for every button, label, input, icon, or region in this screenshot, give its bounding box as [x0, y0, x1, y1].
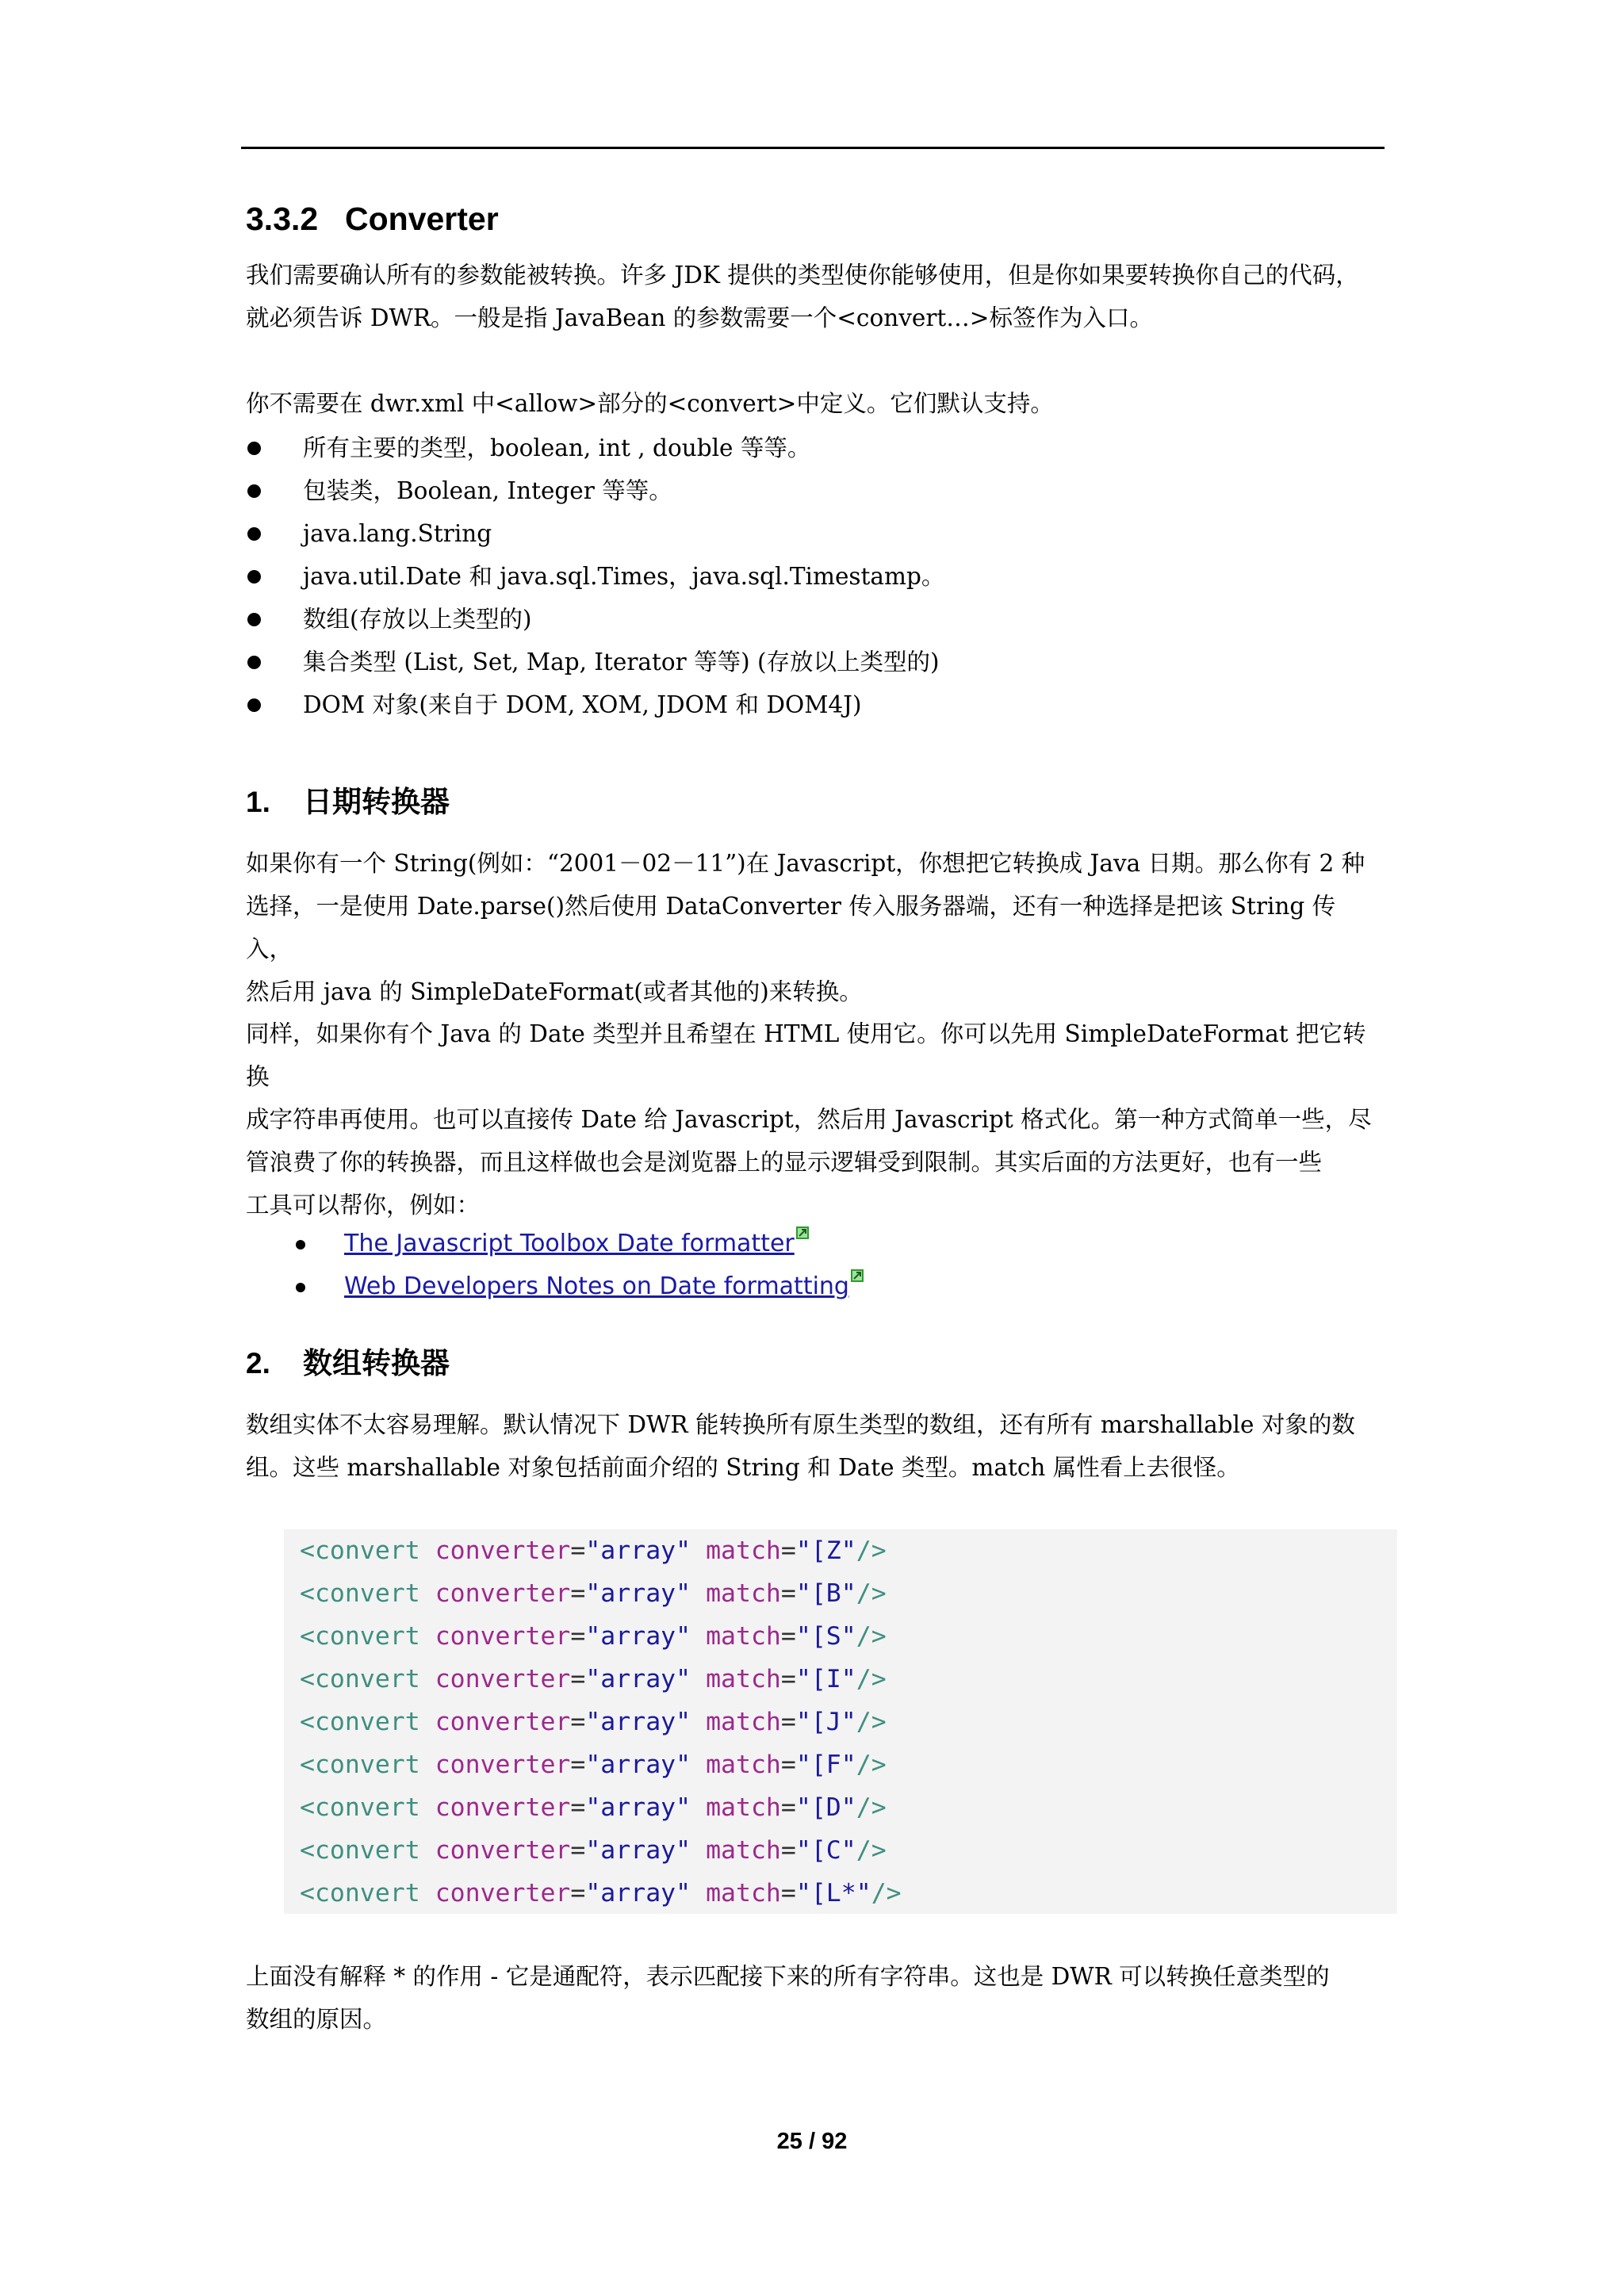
paragraph-line: 如果你有一个 String(例如：“2001－02－11”)在 Javascript，你想把它转换成 Java 日期。那么你有 2 种: [246, 850, 1365, 877]
code-value: "array": [585, 1879, 691, 1908]
header-rule: [241, 147, 1385, 149]
external-link-icon: [795, 1226, 810, 1240]
paragraph-line: 然后用 java 的 SimpleDateFormat(或者其他的)来转换。: [246, 978, 863, 1005]
paragraph-line: 管浪费了你的转换器，而且这样做也会是浏览器上的显示逻辑受到限制。其实后面的方法更好，也有一些: [246, 1149, 1323, 1176]
page-number: [0, 2129, 1624, 2155]
paragraph-line: 数组实体不太容易理解。默认情况下 DWR 能转换所有原生类型的数组，还有所有 marshallable 对象的数: [246, 1411, 1355, 1438]
list-item: [246, 598, 944, 641]
code-tag: <convert: [300, 1579, 420, 1608]
code-attribute: match: [706, 1793, 781, 1822]
section-title: Converter: [345, 201, 499, 237]
paragraph-line: 成字符串再使用。也可以直接传 Date 给 Javascript，然后用 Javascript 格式化。第一种方式简单一些，尽: [246, 1106, 1372, 1133]
code-tag: <convert: [300, 1708, 420, 1736]
date-converter-heading: [246, 780, 450, 825]
list-item-text: java.lang.String: [303, 520, 492, 547]
bullet-icon: [247, 484, 261, 498]
intro-line: 我们需要确认所有的参数能被转换。许多 JDK 提供的类型使你能够使用，但是你如果要转换你自己的代码，: [246, 262, 1359, 289]
wildcard-explanation: [246, 1955, 1381, 2041]
list-item-text: 数组(存放以上类型的): [303, 606, 532, 633]
code-close: />: [856, 1793, 887, 1822]
heading-title: 数组转换器: [303, 1347, 450, 1380]
intro-paragraph: [246, 254, 1381, 339]
date-tools-links: [293, 1223, 864, 1308]
code-match-value: "[C": [795, 1836, 856, 1865]
code-line: <convert converter="array" match="[D"/>: [300, 1793, 887, 1822]
paragraph-line: 选择，一是使用 Date.parse()然后使用 DataConverter 传入服务器端，还有一种选择是把该 String 传入，: [246, 893, 1336, 962]
code-match-value: "[S": [795, 1622, 856, 1651]
code-line: <convert converter="array" match="[C"/>: [300, 1836, 887, 1865]
code-line: <convert converter="array" match="[Z"/>: [300, 1536, 887, 1565]
code-close: />: [856, 1536, 887, 1565]
section-heading: [246, 195, 499, 243]
code-attribute: converter: [435, 1751, 571, 1779]
default-note: 你不需要在 dwr.xml 中<allow>部分的<convert>中定义。它们默认支持。: [246, 390, 1054, 417]
array-converter-heading: [246, 1341, 450, 1386]
code-attribute: converter: [435, 1879, 571, 1908]
list-item: [246, 512, 944, 555]
date-paragraph-2: [246, 1012, 1381, 1226]
code-match-value: "[Z": [795, 1536, 856, 1565]
code-tag: <convert: [300, 1536, 420, 1565]
page-separator: /: [802, 2129, 822, 2154]
code-match-value: "[L*": [795, 1879, 871, 1908]
bullet-icon: [247, 527, 261, 541]
code-close: />: [856, 1579, 887, 1608]
code-attribute: converter: [435, 1622, 571, 1651]
bullet-icon: [296, 1240, 305, 1249]
heading-title: 日期转换器: [303, 786, 450, 818]
code-line: <convert converter="array" match="[J"/>: [300, 1708, 887, 1736]
bullet-icon: [247, 698, 261, 712]
code-attribute: match: [706, 1622, 781, 1651]
paragraph-line: 同样，如果你有个 Java 的 Date 类型并且希望在 HTML 使用它。你可以先用 SimpleDateFormat 把它转换: [246, 1020, 1366, 1090]
list-item: [293, 1265, 864, 1308]
code-value: "array": [585, 1665, 691, 1693]
code-value: "array": [585, 1708, 691, 1736]
link-web-developers-notes[interactable]: Web Developers Notes on Date formatting: [344, 1272, 849, 1300]
paragraph-line: 工具可以帮你，例如：: [246, 1192, 481, 1219]
code-attribute: converter: [435, 1536, 571, 1565]
list-item-text: 所有主要的类型，boolean, int , double 等等。: [303, 434, 811, 461]
list-item-text: java.util.Date 和 java.sql.Times，java.sql.Timestamp。: [303, 563, 945, 590]
array-paragraph: [246, 1403, 1381, 1489]
code-attribute: match: [706, 1836, 781, 1865]
list-item: [246, 555, 944, 598]
code-tag: <convert: [300, 1879, 420, 1908]
page-current: 25: [776, 2129, 802, 2154]
code-tag: <convert: [300, 1622, 420, 1651]
heading-number: 1.: [246, 786, 270, 818]
intro-line: 就必须告诉 DWR。一般是指 JavaBean 的参数需要一个<convert…>标签作为入口。: [246, 304, 1154, 331]
list-item: [293, 1223, 864, 1265]
bullet-icon: [247, 613, 261, 626]
section-number: 3.3.2: [246, 201, 319, 237]
code-attribute: converter: [435, 1579, 571, 1608]
code-close: />: [856, 1665, 887, 1693]
code-match-value: "[D": [795, 1793, 856, 1822]
code-tag: <convert: [300, 1665, 420, 1693]
page-total: 92: [822, 2129, 848, 2154]
code-match-value: "[F": [795, 1751, 856, 1779]
code-value: "array": [585, 1579, 691, 1608]
code-attribute: match: [706, 1536, 781, 1565]
code-line: <convert converter="array" match="[L*"/>: [300, 1879, 902, 1908]
code-value: "array": [585, 1751, 691, 1779]
code-close: />: [856, 1751, 887, 1779]
code-attribute: match: [706, 1751, 781, 1779]
list-item: [246, 427, 944, 469]
date-paragraph-1: [246, 842, 1381, 1013]
code-attribute: converter: [435, 1708, 571, 1736]
bullet-icon: [296, 1283, 305, 1292]
code-match-value: "[J": [795, 1708, 856, 1736]
code-close: />: [871, 1879, 902, 1908]
code-block: [284, 1529, 1397, 1914]
code-attribute: converter: [435, 1793, 571, 1822]
paragraph-line: 组。这些 marshallable 对象包括前面介绍的 String 和 Date 类型。match 属性看上去很怪。: [246, 1454, 1240, 1481]
code-value: "array": [585, 1793, 691, 1822]
list-item: [246, 683, 944, 726]
bullet-icon: [247, 442, 261, 455]
code-close: />: [856, 1622, 887, 1651]
code-close: />: [856, 1708, 887, 1736]
external-link-icon: [850, 1269, 864, 1283]
code-match-value: "[B": [795, 1579, 856, 1608]
code-match-value: "[I": [795, 1665, 856, 1693]
list-item-text: DOM 对象(来自于 DOM, XOM, JDOM 和 DOM4J): [303, 691, 862, 718]
code-attribute: match: [706, 1708, 781, 1736]
bullet-icon: [247, 656, 261, 669]
code-value: "array": [585, 1622, 691, 1651]
code-attribute: match: [706, 1579, 781, 1608]
link-javascript-toolbox[interactable]: The Javascript Toolbox Date formatter: [344, 1230, 795, 1257]
paragraph-line: 数组的原因。: [246, 2006, 387, 2033]
code-value: "array": [585, 1536, 691, 1565]
code-line: <convert converter="array" match="[I"/>: [300, 1665, 887, 1693]
code-close: />: [856, 1836, 887, 1865]
code-line: <convert converter="array" match="[S"/>: [300, 1622, 887, 1651]
list-item-text: 包装类，Boolean, Integer 等等。: [303, 477, 672, 504]
code-attribute: converter: [435, 1836, 571, 1865]
code-attribute: converter: [435, 1665, 571, 1693]
code-tag: <convert: [300, 1836, 420, 1865]
bullet-icon: [247, 570, 261, 584]
code-attribute: match: [706, 1665, 781, 1693]
code-tag: <convert: [300, 1793, 420, 1822]
code-attribute: match: [706, 1879, 781, 1908]
list-item: [246, 641, 944, 683]
list-item: [246, 469, 944, 512]
list-item-text: 集合类型 (List, Set, Map, Iterator 等等) (存放以上类型的): [303, 649, 940, 675]
default-types-list: [246, 427, 944, 726]
code-line: <convert converter="array" match="[B"/>: [300, 1579, 887, 1608]
code-tag: <convert: [300, 1751, 420, 1779]
paragraph-line: 上面没有解释 * 的作用 - 它是通配符，表示匹配接下来的所有字符串。这也是 DWR 可以转换任意类型的: [246, 1963, 1330, 1990]
code-value: "array": [585, 1836, 691, 1865]
heading-number: 2.: [246, 1347, 270, 1380]
code-line: <convert converter="array" match="[F"/>: [300, 1751, 887, 1779]
